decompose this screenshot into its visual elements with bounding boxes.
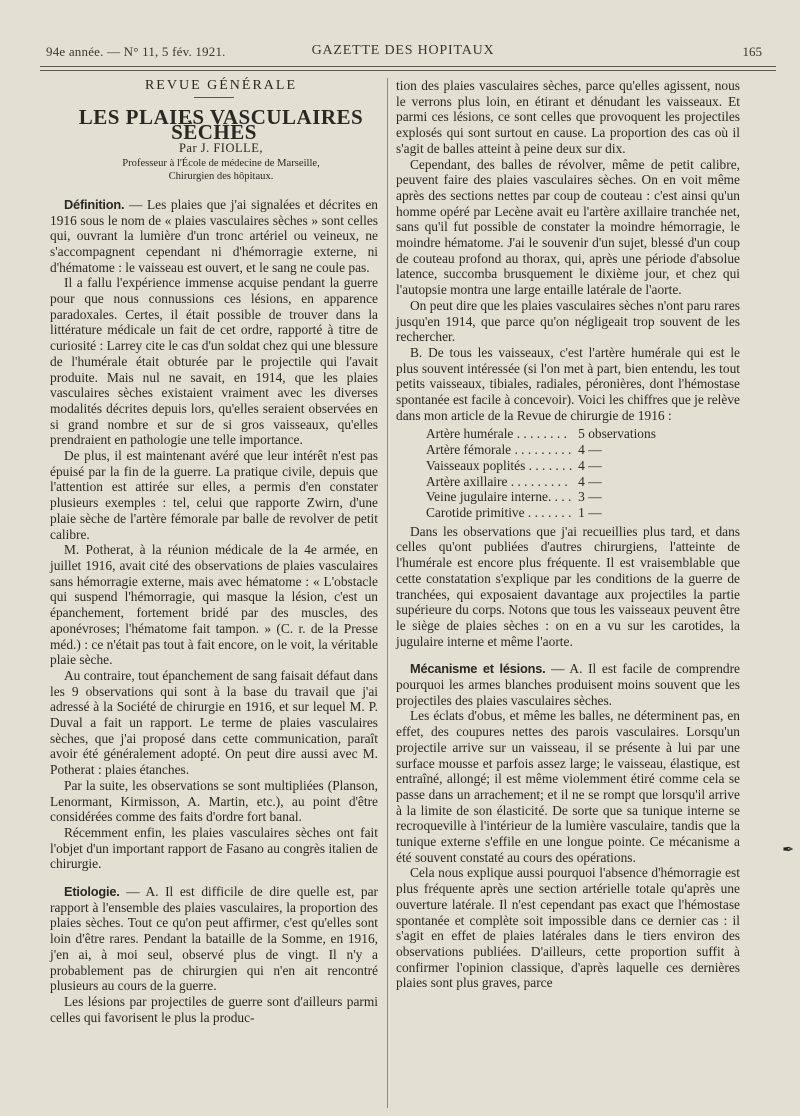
paragraph: De plus, il est maintenant avéré que leur intérêt n'est pas épuisé par la fin de la guerre. La pratique civile, depuis que l'attention est attirée sur elles, a permis d'en constater plusieurs exemples : tel, celui que rapporte Zwirn, d'une plaie sèche de l'artère fémorale par balle de revolver de petit calibre. (50, 448, 378, 542)
table-row (426, 426, 656, 442)
table-row (426, 505, 656, 521)
definition-label: Définition. (64, 196, 125, 212)
definition-text: — Les plaies que j'ai signalées et décrites en 1916 sous le nom de « plaies vasculaires sèches » sont celles qui, ouvrant la lumière d'un tronc artériel ou veineux, ne s'accompagnent cependant ni d'hémorragie externe, ni d'hématome : le vaisseau est ouvert, et le sang ne coule pas. (50, 196, 378, 275)
ink-mark-icon: ✒ (782, 842, 794, 858)
paragraph: Dans les observations que j'ai recueillies plus tard, et dans celles qu'ont publiées d'autres chirurgiens, l'atteinte de l'humérale est encore plus fréquente. Il est vraisemblable que cette constatation s'explique par les conditions de la guerre de tranchées, qui exposaient davantage aux projectiles la partie supérieure du corps. Notons que tous les vaisseaux peuvent être le siège de plaies sèches : on en a vu sur les carotides, la jugulaire interne et même l'aorte. (396, 523, 740, 649)
vessel-label: Vaisseaux poplités . . . . . . . (426, 457, 573, 473)
mecanisme-label: Mécanisme et lésions. (410, 661, 546, 677)
paragraph: tion des plaies vasculaires sèches, parce qu'elles agissent, nous le verrons plus loin, en étirant et dénudant les vaisseaux. Et parmi ces lésions, ce sont celles que provoquent les projectiles explosés qui sont surtout en cause. La proportion des cas où il s'agit de balles atteint à peine deux sur dix. (396, 78, 740, 156)
left-column (50, 78, 378, 1025)
observation-count: 5 observations (578, 426, 656, 442)
vessel-label: Carotide primitive . . . . . . . (426, 504, 572, 520)
table-row (426, 458, 656, 474)
column-divider (387, 78, 388, 1108)
section-heading: REVUE GÉNÉRALE (144, 78, 298, 93)
section-rule (194, 97, 234, 98)
paragraph: On peut dire que les plaies vasculaires sèches n'ont paru rares jusqu'en 1914, que parce qu'on négligeait trop souvent de les rechercher. (396, 297, 740, 345)
article-title: LES PLAIES VASCULAIRES SÈCHES (78, 104, 364, 145)
observation-count: 1 — (578, 504, 602, 520)
header-rule-top (40, 66, 776, 67)
table-row (426, 474, 656, 490)
right-column (396, 78, 740, 991)
observation-count: 4 — (578, 457, 602, 473)
observations-table (426, 426, 656, 520)
paragraph: Il a fallu l'expérience immense acquise pendant la guerre pour que nous connussions ces lésions, en apparence paradoxales. Certes, il était possible de trouver dans la littérature médicale un fait de cet ordre, rapporté à titre de curiosité : Larrey cite le cas d'un soldat chez qui une blessure de l'humérale était obturée par le projectile qui l'avait produite. Mais nul ne savait, en 1914, que les plaies vasculaires sèches existaient vraiment avec les diverses modalités décrites depuis lors, qu'elles seraient observées en si grand nombre et sur de si gros vaisseaux, qu'elles prendraient en pathologie une telle importance. (50, 275, 378, 448)
paragraph-mecanisme (396, 661, 740, 708)
vessel-label: Artère humérale . . . . . . . . (426, 426, 567, 442)
running-header (36, 42, 770, 62)
vessel-label: Artère fémorale . . . . . . . . . (426, 442, 572, 458)
observation-count: 4 — (578, 473, 602, 489)
paragraph: Les éclats d'obus, et même les balles, ne déterminent pas, en effet, des coupures nettes des parois vasculaires. Lorsqu'un projectile arrive sur un vaisseau, il se présente à lui par une surface mousse et parfois assez large; le vaisseau, élastique, est entraîné, allongé; il est même violemment étiré comme cela se passe dans un arrachement; et il ne se rompt que lorsqu'il arrive à la limite de son élasticité. De sorte que sa tunique interne se recroqueville à l'intérieur de la lumière vasculaire, tandis que la tunique externe s'effile en une longue pointe. Ce mécanisme a été souvent constaté au cours des opérations. (396, 708, 740, 865)
paragraph: Par la suite, les observations se sont multipliées (Planson, Lenormant, Kirmisson, A. Martin, etc.), au point d'être considérées comme des faits d'ordre fort banal. (50, 777, 378, 825)
journal-title: GAZETTE DES HOPITAUX (311, 43, 495, 58)
etiologie-label: Etiologie. (64, 884, 120, 900)
observation-count: 4 — (578, 442, 602, 458)
affiliation-line-1: Professeur à l'École de médecine de Marseille, (122, 157, 320, 169)
author-line: Par J. FIOLLE, (178, 141, 264, 156)
header-rule-bottom (40, 70, 776, 71)
mecanisme-text: — A. Il est facile de comprendre pourquoi les armes blanches produisent moins souvent que les projectiles des plaies vasculaires sèches. (396, 661, 740, 708)
paragraph: Au contraire, tout épanchement de sang faisait défaut dans les 9 observations qui sont à la base du travail que j'ai adressé à la Société de chirurgie en 1916, et sur lequel M. P. Duval a fait un rapport. Le terme de plaies vasculaires sèches, que j'ai proposé dans cette communication, paraît avoir été généralement adopté. On peut dire aussi avec M. Potherat : plaies étanches. (50, 667, 378, 778)
vessel-label: Veine jugulaire interne. . . . (426, 489, 572, 505)
paragraph: Les lésions par projectiles de guerre sont d'ailleurs parmi celles qui favorisent le plus la produc- (50, 993, 378, 1025)
paragraph: Récemment enfin, les plaies vasculaires sèches ont fait l'objet d'un important rapport de Fasano au congrès italien de chirurgie. (50, 824, 378, 872)
paragraph: B. De tous les vaisseaux, c'est l'artère humérale qui est le plus souvent intéressée (si l'on met à part, bien entendu, les tout petits vaisseaux, tibiales, radiales, péronières, dont l'hémostase spontanée est facile à concevoir). Voici les chiffres que je relève dans mon article de la Revue de chirurgie de 1916 : (396, 344, 740, 423)
etiologie-text: — A. Il est difficile de dire quelle est, par rapport à l'ensemble des plaies vasculaires, la proportion des plaies sèches. Tout ce qu'on peut affirmer, c'est qu'elles sont loin d'être rares. Pendant la bataille de la Somme, en 1916, j'en ai, à moi seul, observé plus de vingt. Il n'y a probablement pas de chirurgien qui n'en ait rencontré plusieurs au cours de la guerre. (50, 884, 378, 994)
vessel-label: Artère axillaire . . . . . . . . . (426, 473, 568, 489)
paragraph: Cela nous explique aussi pourquoi l'absence d'hémorragie est plus fréquente après une section artérielle totale qu'après une ouverture latérale. Il n'est cependant pas exact que l'hémostase spontanée et complète soit impossible dans ce dernier cas : il s'agit en effet de plaies latérales dans le tiers environ des observations publiées. D'ailleurs, cette proportion suffit à confirmer l'opinion classique, d'après laquelle ces dernières plaies sont plus graves, parce (396, 865, 740, 991)
paragraph-definition (50, 197, 378, 276)
issue-info: 94e année. — N° 11, 5 fév. 1921. (46, 44, 226, 59)
table-row (426, 489, 656, 505)
paragraph: Cependant, des balles de révolver, même de petit calibre, peuvent faire des plaies vasculaires sèches. On en voit même après des sections nettes par coup de couteau : c'est ainsi qu'un homme opéré par Lecène avait eu l'artère axillaire tranchée net, sans qu'il fut possible de constater la moindre hémorragie, le moindre hématome. J'ai le souvenir d'un sujet, blessé d'un coup de couteau profond au thorax, qui, après une période d'absolue latence, succomba brusquement le dixième jour, et chez qui l'autopsie montra une large entaille latérale de l'aorte. (396, 156, 740, 298)
table-row (426, 442, 656, 458)
observation-count: 3 — (578, 489, 602, 505)
paragraph-etiologie (50, 884, 378, 994)
page-number: 165 (742, 44, 762, 59)
paragraph: M. Potherat, à la réunion médicale de la 4e armée, en juillet 1916, avait cité des observations de plaies vasculaires sans hémorragie externe, mais avec hématome : « L'obstacle qui suspend l'hémorragie, qui masque la lésion, c'est un épanchement, fortement bridé par des muscles, des aponévroses; l'hématome fait tampon. » (C. r. de la Presse méd.) : ce n'était pas tout à fait encore, on le voit, la véritable plaie sèche. (50, 542, 378, 668)
affiliation-line-2: Chirurgien des hôpitaux. (168, 170, 274, 182)
